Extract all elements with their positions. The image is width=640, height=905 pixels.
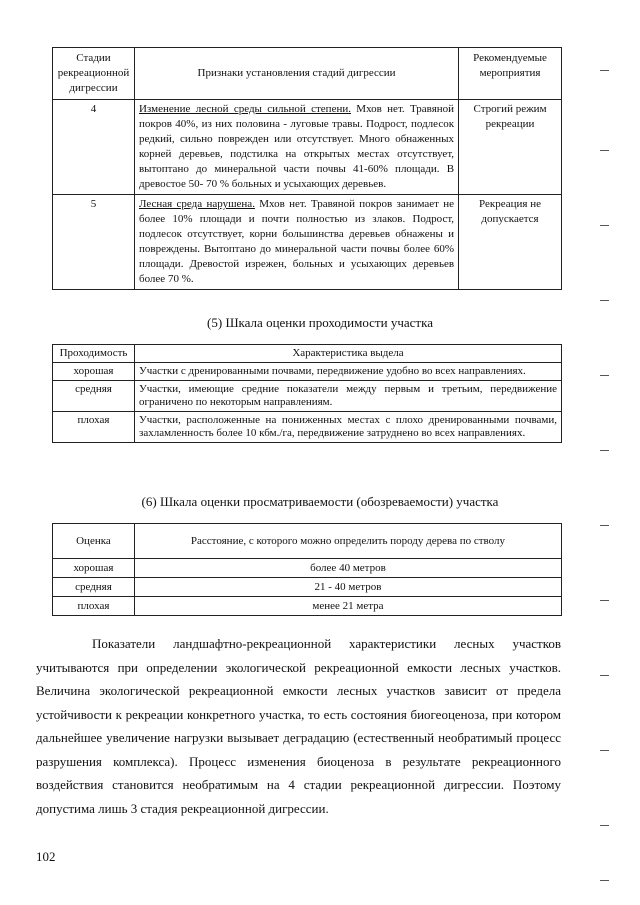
passability-description: Участки, имеющие средние показатели между первым и третьим, передвижение ограничено по некоторым направлениям.	[134, 381, 561, 412]
passability-table	[52, 344, 562, 443]
visibility-distance: 21 - 40 метров	[134, 578, 561, 597]
passability-grade: хорошая	[53, 363, 135, 381]
passability-description: Участки с дренированными почвами, передвижение удобно во всех направлениях.	[134, 363, 561, 381]
column-header: Проходимость	[53, 345, 135, 363]
stage-description	[134, 195, 458, 290]
margin-mark	[600, 225, 609, 226]
visibility-distance: более 40 метров	[134, 559, 561, 578]
column-header: Расстояние, с которого можно определить породу дерева по стволу	[134, 524, 561, 559]
table-header-row	[53, 48, 562, 100]
stage-number: 4	[53, 100, 135, 195]
body-paragraph: Показатели ландшафтно-рекреационной характеристики лесных участков учитываются при определении экологической рекреационной емкости лесных участков. Величина экологической рекреационной емкости лесных участков зависит от предела устойчивости к рекреации конкретного участка, то есть состояния биогеоценоза, при котором дальнейшее увеличение нагрузки вызывает деградацию (естественный необратимый процесс разрушения комплекса). Процесс изменения биоценоза в результате рекреационного воздействия становится необратимым на 4 стадии рекреационной дигрессии. Поэтому допустима лишь 3 стадия рекреационной дигрессии.	[36, 636, 561, 816]
stage-number: 5	[53, 195, 135, 290]
margin-mark	[600, 825, 609, 826]
margin-mark	[600, 375, 609, 376]
column-header: Признаки установления стадий дигрессии	[134, 48, 458, 100]
table-row	[53, 100, 562, 195]
column-header: Стадии рекреационной дигрессии	[53, 48, 135, 100]
visibility-grade: плохая	[53, 597, 135, 616]
visibility-table	[52, 523, 562, 616]
stage-measure: Строгий режим рекреации	[459, 100, 562, 195]
table-row	[53, 412, 562, 443]
passability-grade: плохая	[53, 412, 135, 443]
column-header: Оценка	[53, 524, 135, 559]
margin-mark	[600, 70, 609, 71]
margin-mark	[600, 880, 609, 881]
passability-grade: средняя	[53, 381, 135, 412]
margin-mark	[600, 750, 609, 751]
table-row	[53, 363, 562, 381]
margin-mark	[600, 300, 609, 301]
table-header-row	[53, 345, 562, 363]
stage-title: Изменение лесной среды сильной степени.	[138, 103, 351, 115]
margin-mark	[600, 150, 609, 151]
table-row	[53, 559, 562, 578]
page-number: 102	[36, 849, 56, 864]
table-row	[53, 578, 562, 597]
passability-description: Участки, расположенные на пониженных местах с плохо дренированными почвами, захламленность более 10 кбм./га, передвижение затруднено во всех направлениях.	[134, 412, 561, 443]
column-header: Характеристика выдела	[134, 345, 561, 363]
visibility-caption: (6) Шкала оценки просматриваемости (обозреваемости) участка	[141, 494, 499, 509]
stage-text: Мхов нет. Травяной покров занимает не более 10% площади и почти полностью из злаков. Подрост, подлесок отсутствует, корни большинства деревьев обнажены и повреждены. Вытоптано до минеральной части почвы более 60% площади. Древостой изрежен, больных и усыхающих деревьев более 70 %.	[138, 198, 455, 285]
stage-measure: Рекреация не допускается	[459, 195, 562, 290]
margin-mark	[600, 600, 609, 601]
stage-description	[134, 100, 458, 195]
visibility-grade: хорошая	[53, 559, 135, 578]
digression-stages-table	[52, 47, 562, 290]
table-row	[53, 597, 562, 616]
margin-mark	[600, 450, 609, 451]
passability-caption: (5) Шкала оценки проходимости участка	[207, 315, 433, 330]
visibility-distance: менее 21 метра	[134, 597, 561, 616]
visibility-grade: средняя	[53, 578, 135, 597]
column-header: Рекомендуемые мероприятия	[459, 48, 562, 100]
stage-title: Лесная среда нарушена.	[138, 198, 255, 210]
stage-text: Мхов нет. Травяной покров 40%, из них половина - луговые травы. Подрост, подлесок редкий, сильно поврежден или отсутствует. Много обнаженных корней деревьев, подстилка на открытых местах отсутствует, вытоптано до минеральной части почвы 41-60% площади. В древостое 50- 70 % больных и усыхающих деревьев.	[138, 103, 455, 190]
table-row	[53, 381, 562, 412]
margin-mark	[600, 675, 609, 676]
table-row	[53, 195, 562, 290]
margin-mark	[600, 525, 609, 526]
table-header-row	[53, 524, 562, 559]
